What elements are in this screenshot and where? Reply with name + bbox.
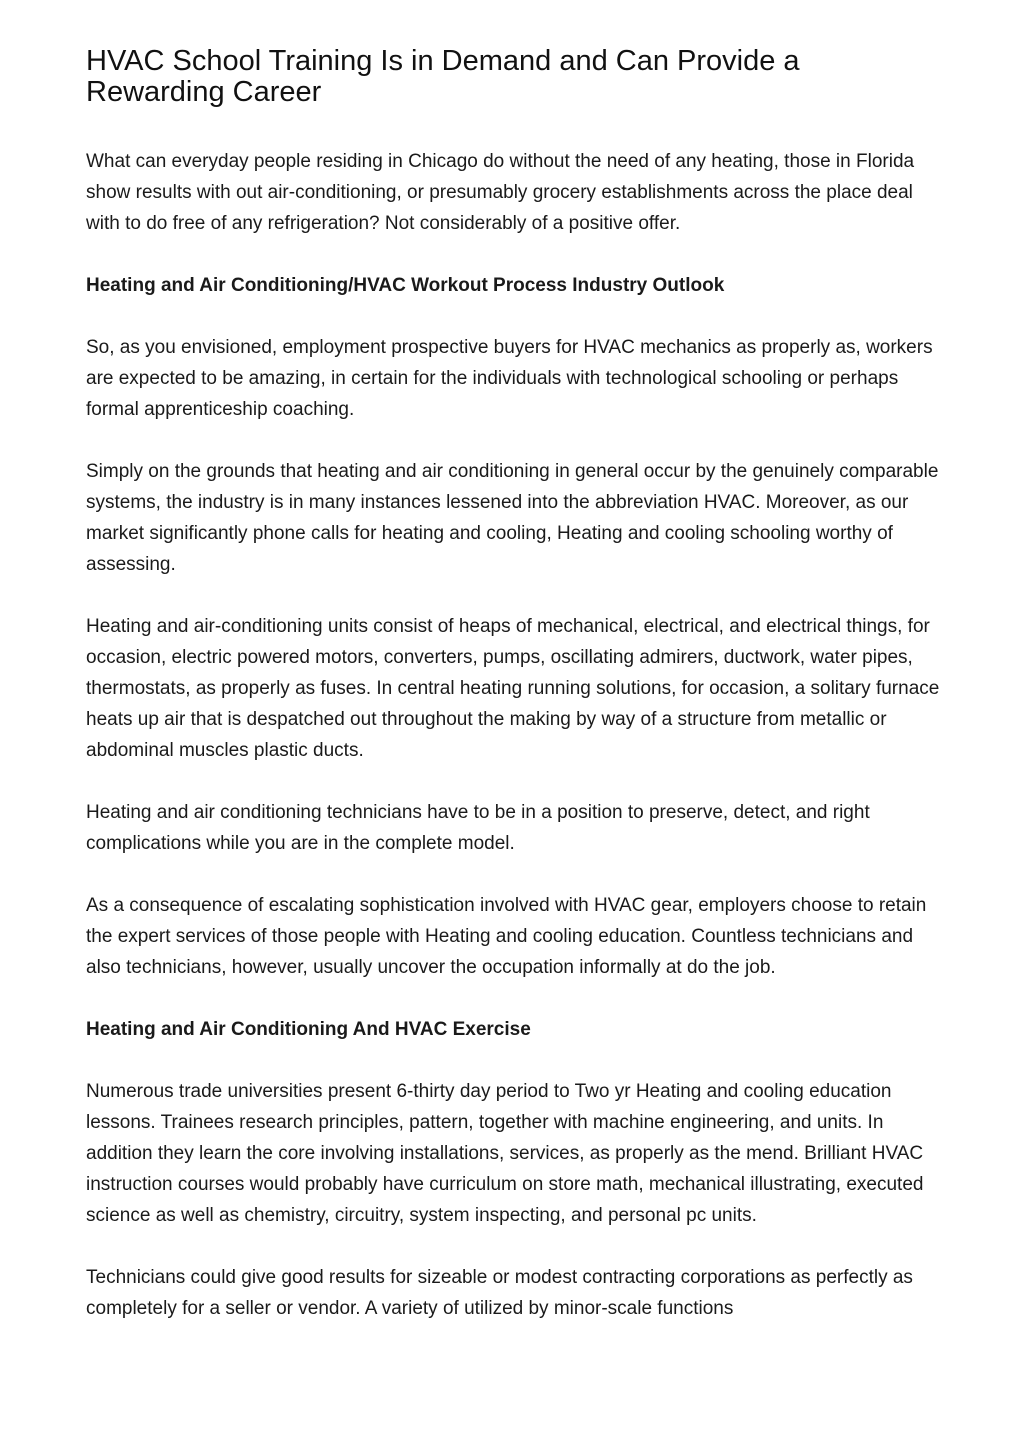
spacer (86, 425, 946, 456)
section-heading-industry-outlook: Heating and Air Conditioning/HVAC Workout Process Industry Outlook (86, 275, 725, 296)
paragraph-contracting-work: Technicians could give good results for sizeable or modest contracting corporations as perfectly as completely for a seller or vendor. A variety of utilized by minor-scale functions (86, 1267, 913, 1319)
section-heading-hvac-exercise: Heating and Air Conditioning And HVAC Exercise (86, 1019, 531, 1040)
paragraph-hvac-abbreviation: Simply on the grounds that heating and air conditioning in general occur by the genuinely comparable systems, the industry is in many instances lessened into the abbreviation HVAC. Moreover, as our market significantly phone calls for heating and cooling, Heating and cooling schooling worthy of assessing. (86, 461, 939, 575)
spacer (86, 983, 946, 1014)
paragraph-employment-prospects: So, as you envisioned, employment prospective buyers for HVAC mechanics as properly as, workers are expected to be amazing, in certain for the individuals with technological schooling or perhaps formal apprenticeship coaching. (86, 337, 933, 420)
spacer (86, 301, 946, 332)
document-page (86, 46, 946, 1324)
paragraph-intro: What can everyday people residing in Chicago do without the need of any heating, those in Florida show results with out air-conditioning, or presumably grocery establishments across the place deal with to do free of any refrigeration? Not considerably of a positive offer. (86, 151, 915, 234)
spacer (86, 1045, 946, 1076)
spacer (86, 108, 946, 146)
paragraph-employer-preferences: As a consequence of escalating sophistication involved with HVAC gear, employers choose to retain the expert services of those people with Heating and cooling education. Countless technicians and also technicians, however, usually uncover the occupation informally at do the job. (86, 895, 927, 978)
paragraph-trade-schools: Numerous trade universities present 6-thirty day period to Two yr Heating and cooling education lessons. Trainees research principles, pattern, together with machine engineering, and units. In addition they learn the core involving installations, services, as properly as the mend. Brilliant HVAC instruction courses would probably have curriculum on store math, mechanical illustrating, executed science as well as chemistry, circuitry, system inspecting, and personal pc units. (86, 1081, 924, 1226)
paragraph-technician-duties: Heating and air conditioning technicians have to be in a position to preserve, detect, and right complications while you are in the complete model. (86, 802, 870, 854)
spacer (86, 580, 946, 611)
spacer (86, 859, 946, 890)
spacer (86, 766, 946, 797)
spacer (86, 1231, 946, 1262)
spacer (86, 239, 946, 270)
paragraph-hvac-components: Heating and air-conditioning units consist of heaps of mechanical, electrical, and electrical things, for occasion, electric powered motors, converters, pumps, oscillating admirers, ductwork, water pipes, thermostats, as properly as fuses. In central heating running solutions, for occasion, a solitary furnace heats up air that is despatched out throughout the making by way of a structure from metallic or abdominal muscles plastic ducts. (86, 616, 940, 761)
document-title: HVAC School Training Is in Demand and Can Provide a Rewarding Career (86, 45, 800, 108)
